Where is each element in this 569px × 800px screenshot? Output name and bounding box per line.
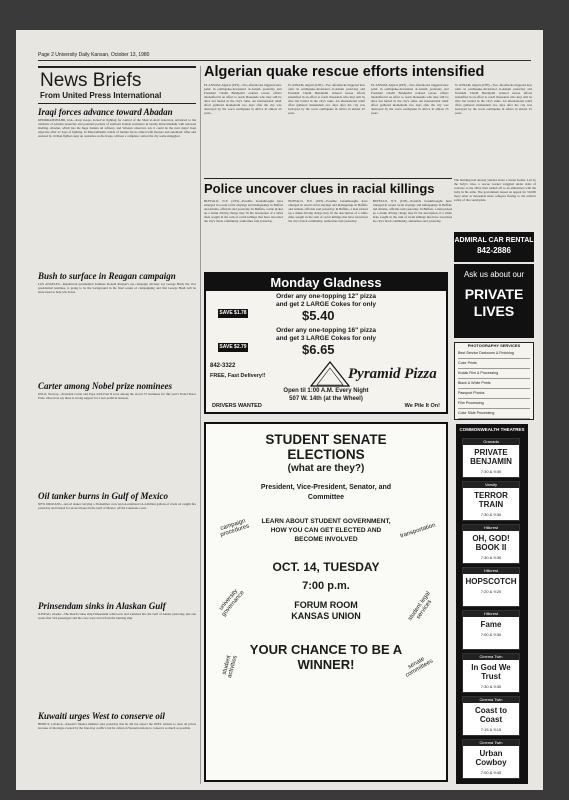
senate-title: STUDENT SENATE ELECTIONS bbox=[265, 432, 387, 462]
algerian-story bbox=[204, 64, 532, 174]
briefs-subtitle: From United Press International bbox=[40, 91, 162, 100]
movie-time: 7:00 & 9:30 bbox=[480, 632, 502, 637]
news-briefs-column bbox=[38, 66, 196, 784]
offer2-line2: and get 3 LARGE Cokes for only bbox=[275, 335, 377, 342]
movie-title: Urban Cowboy bbox=[475, 749, 507, 767]
movie-listing bbox=[462, 739, 520, 779]
police-body-1: BUFFALO, N.Y. (UPI)—Possible breakthroughs have emerged in recent racial slayings and kidnappings in Buffalo and Atlanta, officials said yesterday. In Buffalo, a man picked up a drunk driving charge may fit the description of a white male sought in the rash of racial killings that have terrorized the city's black community, authorities said yesterday. bbox=[204, 199, 284, 223]
pyramid-logo-icon bbox=[310, 361, 350, 387]
brief-headline: Oil tanker burns in Gulf of Mexico bbox=[38, 491, 169, 501]
photography-services-ad bbox=[454, 342, 534, 420]
senate-question: (what are they?) bbox=[287, 463, 365, 474]
police-headline: Police uncover clues in racial killings bbox=[204, 181, 435, 196]
right-column bbox=[454, 178, 536, 784]
commonwealth-theatres-ad bbox=[456, 424, 528, 784]
photo-service-item: Color Slide Processing bbox=[458, 409, 530, 419]
movie-listing bbox=[462, 524, 520, 564]
brief-story bbox=[38, 381, 196, 488]
right-story-text: The building had already yielded about a dozen bodies. Led by the baby's cries, a rescue worker wriggled under slabs of concrete to the child, then rushed off to an ambulance with the baby in his arms. The government issued an appeal for 50,000 more tents as thousands more refugees fleeing to the relative safety of the countryside. bbox=[454, 178, 536, 202]
senate-time: 7:00 p.m. bbox=[302, 580, 350, 592]
photo-service-list bbox=[455, 349, 533, 419]
brief-body: KHORRAMSHAHR, Iran—Iraqi troops, locked in fighting for control of the Shatt al-Arab waterway, advanced to the outskirts of Abadan yesterday and pounded pockets of stubborn Iranian resistance in nearby Khorramshahr with renewed shelling. Abadan, which has the huge Iranian oil refinery, and Western observers say it could be the next major Iraqi objective after 21 days of fighting. In Khorramshahr, bands of Iranian forces armed with mortars and automatic rifles and assisted by civilian fighters kept up resistance as the Iraqis, without a complete control the city some smuggled. bbox=[38, 118, 196, 138]
photo-service-item: Best Service Darkroom & Finishing bbox=[458, 349, 530, 359]
brief-body: LOS ANGELES—Republican presidential nominee Ronald Reagan's top campaign advisers say George Bush, the vice presidential nominee, is going to be the background in the final weeks of campaigning and that George Bush will be showcased to help win Texas. bbox=[38, 282, 196, 294]
pizza-slogan: We Pile It On! bbox=[404, 403, 440, 409]
pyramid-pizza-ad bbox=[204, 272, 448, 414]
admiral-name: ADMIRAL CAR RENTAL bbox=[454, 237, 534, 244]
photo-service-item: Passport Photos bbox=[458, 389, 530, 399]
brief-body: BEIRUT, Lebanon—Kuwait's finance minister said yesterday that he did not expect the OPEC nations to raise oil prices because of shortages created by the Iran-Iraq conflict, but he called on Western nations to conserve as much as possible. bbox=[38, 722, 196, 730]
movie-theater: Varsity bbox=[463, 482, 519, 488]
movie-theater: Hillcrest bbox=[463, 568, 519, 574]
movie-time: 7:20 & 9:20 bbox=[480, 589, 502, 594]
movie-time: 7:15 & 9:15 bbox=[480, 727, 502, 732]
movie-title: Fame bbox=[480, 620, 502, 629]
senate-date: OCT. 14, TUESDAY bbox=[272, 560, 380, 574]
movie-theater: Hillcrest bbox=[463, 611, 519, 617]
algerian-body-3: EL ASNAM, Algeria (UPI)—Two aftershocks triggered new panic in earthquake-devastated al-Asnam yesterday and President Chadli Bendjedid ordered rescue efforts intensified in an effort to reach thousands who may still be alive but buried in the city's ruins. An international relief effort gathered momentum two days after the city was destroyed by the worst earthquake in Africa in almost 25 years. bbox=[371, 83, 449, 115]
brief-story bbox=[38, 711, 196, 784]
movie-time: 7:30 & 9:30 bbox=[480, 555, 502, 560]
pizza-headline: Monday Gladness bbox=[206, 274, 446, 291]
pizza-drivers: DRIVERS WANTED bbox=[212, 403, 262, 409]
newspaper-page bbox=[16, 30, 543, 790]
algerian-headline: Algerian quake rescue efforts intensified bbox=[204, 64, 485, 80]
pizza-address: 507 W. 14th (at the Wheel) bbox=[289, 396, 363, 402]
police-story bbox=[204, 178, 452, 268]
algerian-body-2: EL ASNAM, Algeria (UPI)—Two aftershocks triggered new panic in earthquake-devastated al-Asnam yesterday and President Chadli Bendjedid ordered rescue efforts intensified in an effort to reach thousands who may still be alive but buried in the city's ruins. An international relief effort gathered momentum two days after the city was destroyed by the worst earthquake in Africa in almost 25 years. bbox=[287, 83, 365, 115]
brief-story bbox=[38, 491, 196, 598]
movie-theater: Granada bbox=[463, 439, 519, 445]
brief-headline: Carter among Nobel prize nominees bbox=[38, 381, 173, 391]
movie-title: PRIVATE BENJAMIN bbox=[470, 448, 512, 466]
tag-campaign: campaign procedures bbox=[219, 518, 251, 539]
offer1-line2: and get 2 LARGE Cokes for only bbox=[275, 301, 377, 308]
pizza-hours: Open til 1:00 A.M. Every Night bbox=[283, 388, 369, 394]
police-body-2: BUFFALO, N.Y. (UPI)—Possible breakthroughs have emerged in recent racial slayings and kidnappings in Buffalo and Atlanta, officials said yesterday. In Buffalo, a man picked up a drunk driving charge may fit the description of a white male sought in the rash of racial killings that have terrorized the city's black community, authorities said yesterday. bbox=[288, 199, 368, 223]
photo-service-item: Film Processing bbox=[458, 399, 530, 409]
offer2-line1: Order any one-topping 16" pizza bbox=[276, 327, 376, 334]
brief-body: NEW ORLEANS—An oil tanker carrying a 30-member crew and an estimated 14.4 million gallons of crude oil caught fire yesterday and burned for several hours in the Gulf of Mexico off the Louisiana coast. bbox=[38, 502, 196, 510]
tag-committees: senate committees bbox=[404, 656, 435, 679]
movie-theater: Hillcrest bbox=[463, 525, 519, 531]
senate-place: KANSAS UNION bbox=[291, 611, 361, 621]
top-rule bbox=[38, 60, 531, 61]
photo-service-item: Kodak Film & Processing bbox=[458, 369, 530, 379]
movie-listing bbox=[462, 610, 520, 650]
brief-headline: Bush to surface in Reagan campaign bbox=[38, 271, 176, 281]
movie-listing bbox=[462, 653, 520, 693]
movie-theater: Cinema Twin bbox=[463, 740, 519, 746]
tag-legal: student legal services bbox=[407, 590, 434, 622]
brief-headline: Iraqi forces advance toward Abadan bbox=[38, 107, 173, 117]
column-divider bbox=[200, 66, 201, 784]
briefs-list bbox=[38, 107, 196, 784]
movie-time: 7:30 & 9:30 bbox=[480, 684, 502, 689]
offer1-line1: Order any one-topping 12" pizza bbox=[276, 293, 376, 300]
offer1-save-badge: SAVE $1.78 bbox=[219, 310, 247, 316]
photo-service-item: Black & White Prints bbox=[458, 379, 530, 389]
brief-body: JUNEAU, Alaska—The Dutch cruise ship Prinsendam rolled over and vanished into the Gulf of Alaska yesterday, just one week after 524 passengers and the crew were saved from the burning ship. bbox=[38, 612, 196, 620]
pizza-delivery: FREE, Fast Delivery!! bbox=[210, 373, 266, 379]
algerian-body-4: EL ASNAM, Algeria (UPI)—Two aftershocks triggered new panic in earthquake-devastated al-Asnam yesterday and President Chadli Bendjedid ordered rescue efforts intensified in an effort to reach thousands who may still be alive but buried in the city's ruins. An international relief effort gathered momentum two days after the city was destroyed by the worst earthquake in Africa in almost 25 years. bbox=[454, 83, 532, 115]
pizza-brand: Pyramid Pizza bbox=[348, 366, 437, 382]
tag-governance: university governance bbox=[218, 588, 246, 618]
tag-activities: student activities bbox=[221, 654, 239, 679]
senate-room: FORUM ROOM bbox=[294, 600, 358, 610]
senate-offices: President, Vice-President, Senator, and Committee bbox=[260, 484, 392, 501]
offer2-price: $6.65 bbox=[302, 342, 335, 357]
offer2-save-badge: SAVE $2.79 bbox=[219, 344, 247, 350]
briefs-title: News Briefs bbox=[40, 70, 142, 91]
admiral-phone: 842-2886 bbox=[477, 246, 511, 255]
commonwealth-title: COMMONWEALTH THEATRES bbox=[459, 427, 525, 432]
movie-listing bbox=[462, 481, 520, 521]
movie-listing bbox=[462, 567, 520, 607]
senate-closing: YOUR CHANCE TO BE A WINNER! bbox=[249, 642, 403, 672]
lives-title: PRIVATE LIVES bbox=[464, 286, 524, 319]
page-folio: Page 2 University Daily Kansan, October 13, 1980 bbox=[38, 52, 150, 58]
brief-headline: Kuwaiti urges West to conserve oil bbox=[38, 711, 165, 721]
movie-title: In God We Trust bbox=[471, 663, 511, 681]
brief-story bbox=[38, 107, 196, 268]
brief-headline: Prinsendam sinks in Alaskan Gulf bbox=[38, 601, 166, 611]
brief-story bbox=[38, 601, 196, 708]
algerian-body-1: EL ASNAM, Algeria (UPI)—Two aftershocks triggered new panic in earthquake-devastated al-Asnam yesterday and President Chadli Bendjedid ordered rescue efforts intensified in an effort to reach thousands who may still be alive but buried in the city's ruins. An international relief effort gathered momentum two days after the city was destroyed by the worst earthquake in Africa in almost 25 years. bbox=[204, 83, 282, 115]
movie-title: TERROR TRAIN bbox=[474, 491, 508, 509]
movie-title: Coast to Coast bbox=[475, 706, 507, 724]
movie-theater: Cinema Twin bbox=[463, 697, 519, 703]
brief-story bbox=[38, 271, 196, 378]
movie-title: HOPSCOTCH bbox=[465, 577, 517, 586]
offer1-price: $5.40 bbox=[302, 308, 335, 323]
lives-ask: Ask us about our bbox=[463, 270, 525, 279]
movie-title: OH, GOD! BOOK II bbox=[472, 534, 510, 552]
photo-title: PHOTOGRAPHY SERVICES bbox=[467, 343, 521, 348]
brief-body: OSLO, Norway—President Carter and Pope John Paul II were among the record 57 nominees for this year's Nobel Peace Prize. Observers say there is strong support for a non-political laureate. bbox=[38, 392, 196, 400]
private-lives-ad bbox=[454, 264, 534, 338]
movie-theater: Cinema Twin bbox=[463, 654, 519, 660]
movie-time: 7:00 & 9:45 bbox=[480, 770, 502, 775]
movie-listing bbox=[462, 696, 520, 736]
movie-time: 7:30 & 9:30 bbox=[480, 469, 502, 474]
student-senate-ad bbox=[204, 422, 448, 782]
photo-service-item: Color Prints bbox=[458, 359, 530, 369]
movie-listing bbox=[462, 438, 520, 478]
admiral-car-rental-ad bbox=[454, 232, 534, 262]
pizza-phone: 842-3322 bbox=[210, 363, 236, 369]
senate-learn: LEARN ABOUT STUDENT GOVERNMENT, HOW YOU CAN GET ELECTED AND BECOME INVOLVED bbox=[261, 518, 391, 543]
movie-time: 7:30 & 9:30 bbox=[480, 512, 502, 517]
police-body-3: BUFFALO, N.Y. (UPI)—Possible breakthroughs have emerged in recent racial slayings and kidnappings in Buffalo and Atlanta, officials said yesterday. In Buffalo, a man picked up a drunk driving charge may fit the description of a white male sought in the rash of racial killings that have terrorized the city's black community, authorities said yesterday. bbox=[372, 199, 452, 223]
tag-transportation: transportation bbox=[399, 522, 437, 540]
